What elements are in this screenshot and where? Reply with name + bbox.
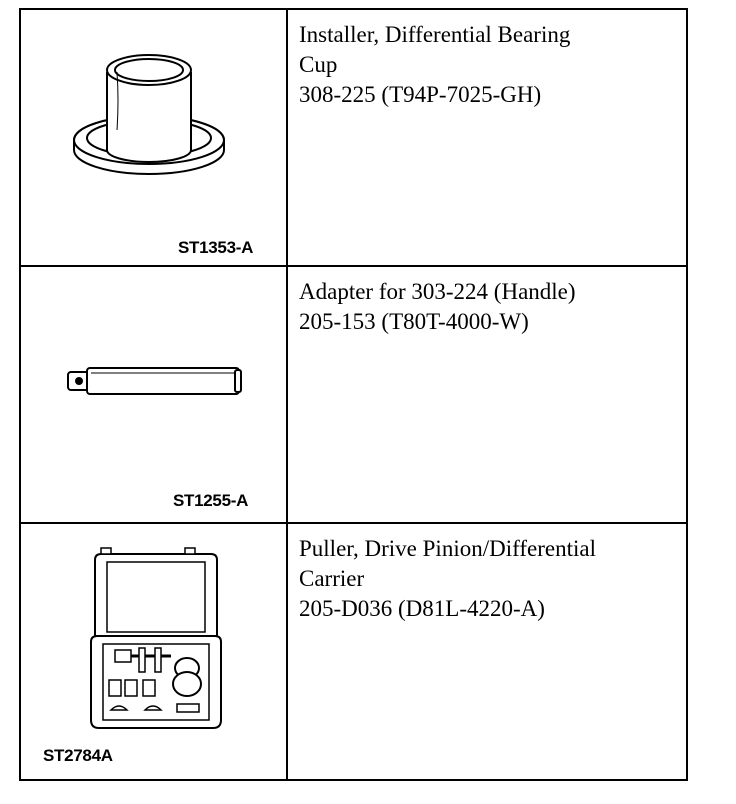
tool-description-cell [287,266,687,523]
special-tools-table [19,8,688,781]
tool-image-code: ST2784A [43,746,113,765]
bearing-cup-installer-icon [21,10,288,265]
tool-image-code: ST1255-A [173,491,249,510]
tool-description-cell [287,523,687,780]
tool-row [20,523,687,780]
tool-name-continued: Carrier [299,566,365,591]
tool-image-cell [20,9,287,266]
tool-name-continued: Cup [299,52,338,77]
tool-name: Puller, Drive Pinion/Differential [299,536,596,561]
tool-part-number: 308-225 (T94P-7025-GH) [299,82,542,107]
tool-image-cell [20,266,287,523]
tool-image-cell [20,523,287,780]
tool-part-number: 205-153 (T80T-4000-W) [299,309,529,334]
tool-image-code: ST1353-A [178,238,254,257]
handle-adapter-icon [21,267,288,522]
tool-name: Installer, Differential Bearing [299,22,571,47]
tool-row [20,266,687,523]
tool-row [20,9,687,266]
puller-kit-case-icon [21,524,288,779]
tool-name: Adapter for 303-224 (Handle) [299,279,576,304]
tool-part-number: 205-D036 (D81L-4220-A) [299,596,545,621]
tool-description-cell [287,9,687,266]
